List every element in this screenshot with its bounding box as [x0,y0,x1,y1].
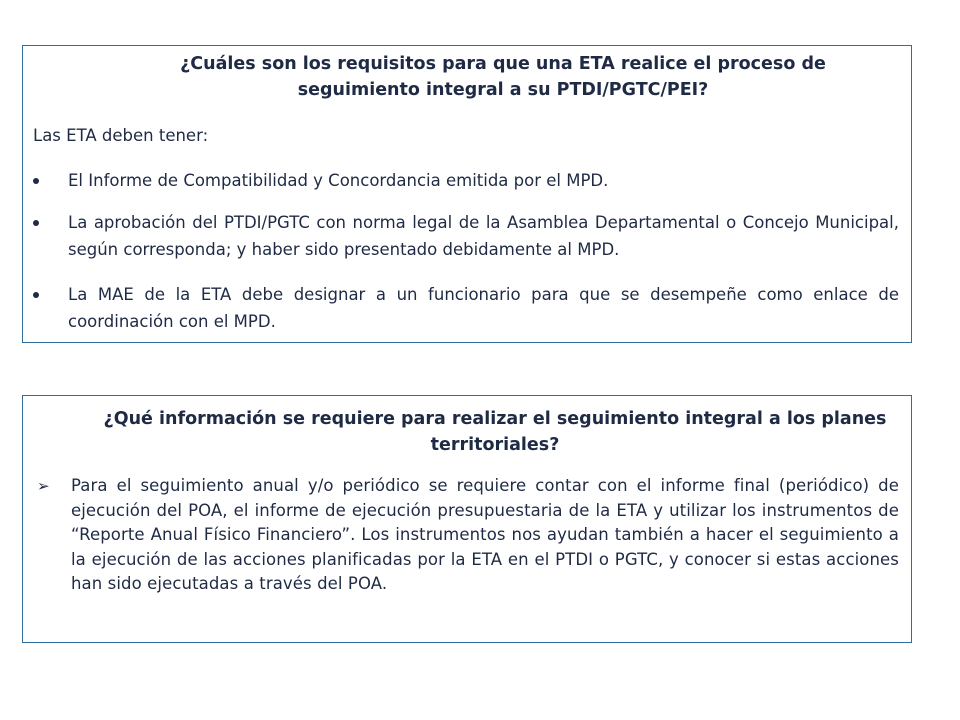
list-item-text: La aprobación del PTDI/PGTC con norma legal de la Asamblea Departamental o Concejo Municipal, según corresponda; y haber sido presentado debidamente al MPD. [68,213,899,259]
bullet-icon [33,178,39,184]
bullet-icon [33,292,39,298]
list-item [33,209,899,263]
requirements-question-title: ¿Cuáles son los requisitos para que una ETA realice el proceso de seguimiento integral a su PTDI/PGTC/PEI? [180,54,826,100]
bullet-icon [33,220,39,226]
list-item [33,167,899,194]
list-item-text: La MAE de la ETA debe designar a un funcionario para que se desempeñe como enlace de coordinación con el MPD. [68,285,899,331]
arrow-bullet-icon: ➢ [37,477,50,495]
information-panel [22,395,912,643]
list-item-text: Para el seguimiento anual y/o periódico se requiere contar con el informe final (periódico) de ejecución del POA, el informe de ejecución presupuestaria de la ETA y utilizar los instrumentos de “Reporte Anual Físico Financiero”. Los instrumentos nos ayudan también a hacer el seguimiento a la ejecución de las acciones planificadas por la ETA en el PTDI o PGTC, y conocer si estas acciones han sido ejecutadas a través del POA. [71,476,899,593]
information-question-title: ¿Qué información se requiere para realizar el seguimiento integral a los planes territoriales? [103,409,887,455]
list-item [33,474,899,597]
list-item [33,281,899,335]
requirements-intro: Las ETA deben tener: [33,126,209,145]
requirements-panel [22,45,912,343]
list-item-text: El Informe de Compatibilidad y Concordancia emitida por el MPD. [68,171,609,190]
